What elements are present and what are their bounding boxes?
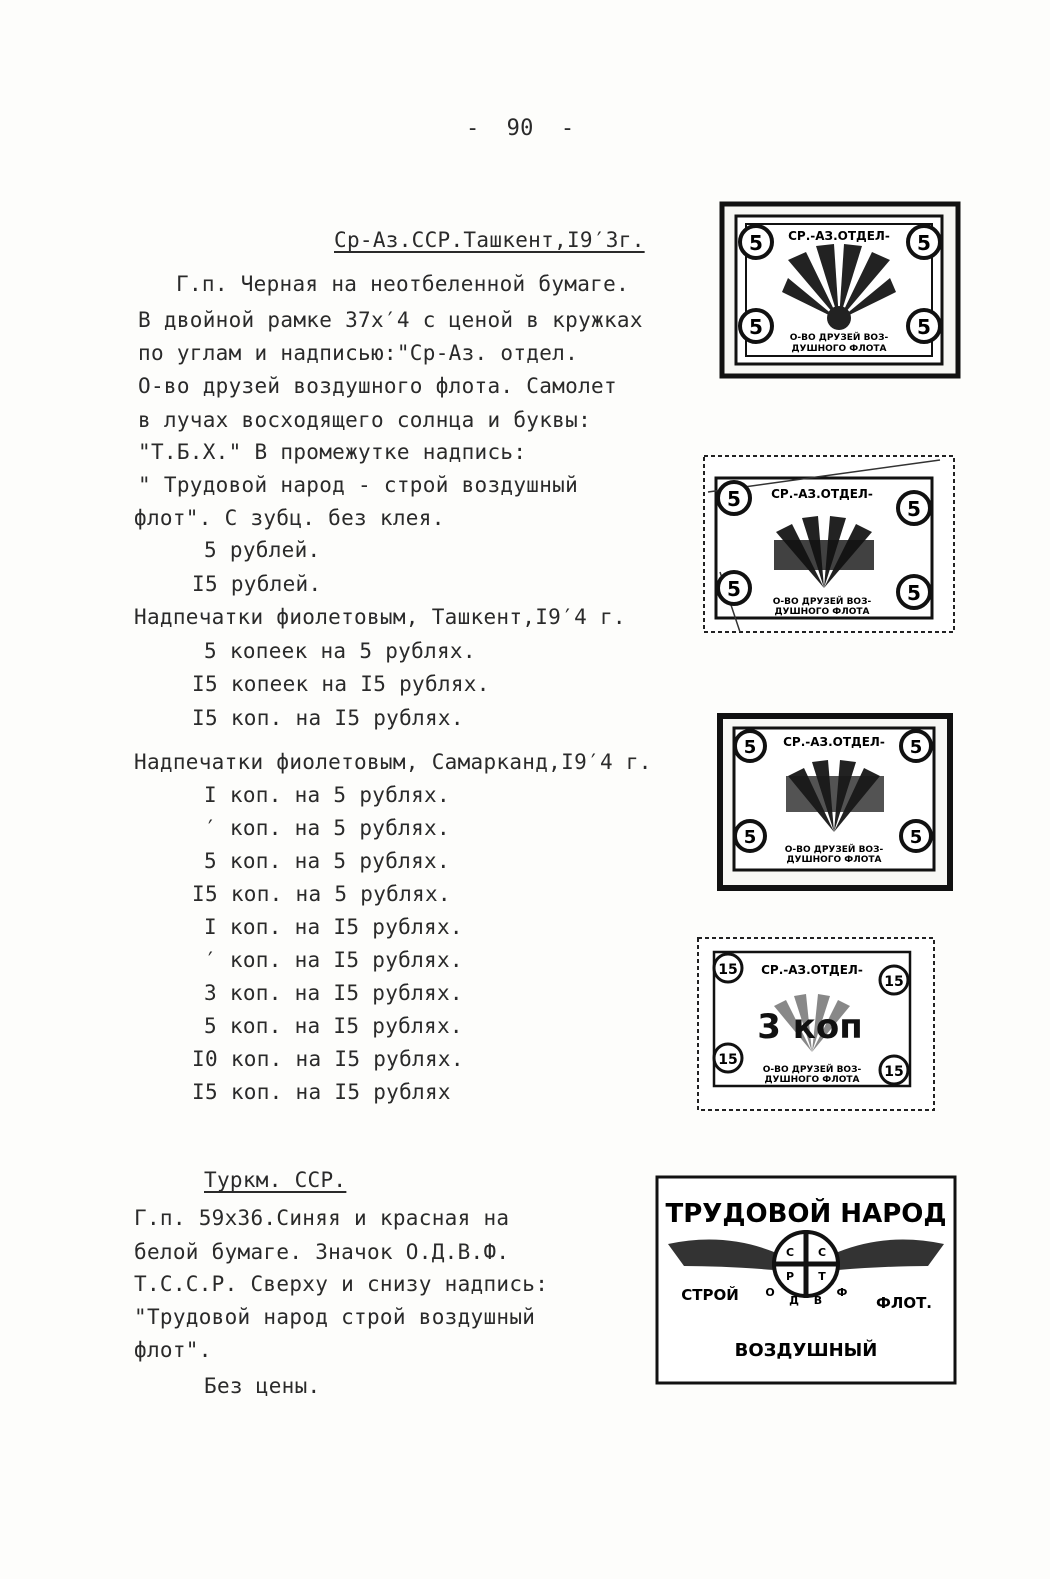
stamp-overprint: 3 коп [757,1007,863,1047]
text-line: 5 копеек на 5 рублях. [204,639,476,663]
text-line: 5 рублей. [204,538,321,562]
emblem-letter: Ф [836,1286,848,1299]
text-line: "Т.Б.Х." В промежутке надпись: [138,440,527,464]
stamp-footer-top: О-ВО ДРУЗЕЙ ВОЗ- [784,845,884,855]
text-line: "Трудовой народ строй воздушный [134,1305,536,1329]
stamp-value-br: 15 [884,1064,904,1080]
text-line: 3 коп. на I5 рублях. [204,981,463,1005]
emblem-letter: С [785,1246,795,1259]
stamp-value-tl: 5 [727,487,741,511]
stamp-value-tl: 5 [749,231,763,255]
text-line: ′ коп. на 5 рублях. [204,816,450,840]
stamp-turkmen-label [654,1174,958,1386]
text-line: В двойной рамке 37х′4 с ценой в кружках [138,308,643,332]
page-number: - 90 - [466,116,575,141]
stamp-value-bl: 5 [727,577,741,601]
stamp-footer-bottom: ДУШНОГО ФЛОТА [764,1075,860,1085]
text-line: I0 коп. на I5 рублях. [192,1047,464,1071]
emblem-letter: Т [818,1270,826,1283]
stamp-value-bl: 5 [749,315,763,339]
stamp-value-bl: 15 [718,1052,738,1068]
stamp-value-br: 5 [907,581,921,605]
emblem-letter: Д [789,1294,799,1307]
label-top: ТРУДОВОЙ НАРОД [665,1199,947,1229]
stamp-value-bl: 5 [743,827,757,848]
stamp-footer-top: О-ВО ДРУЗЕЙ ВОЗ- [789,333,889,343]
stamp-header: СР.-АЗ.ОТДЕЛ- [783,735,885,749]
stamp-value-tr: 5 [909,737,923,758]
stamp-5-rubles [718,200,962,382]
text-line: О-во друзей воздушного флота. Самолет [138,374,617,398]
stamp-footer-bottom: ДУШНОГО ФЛОТА [786,855,882,865]
text-line: 5 коп. на I5 рублях. [204,1014,463,1038]
stamp-footer-bottom: ДУШНОГО ФЛОТА [791,344,887,354]
text-line: Надпечатки фиолетовым, Самарканд,I9′4 г. [134,750,652,774]
stamp-value-br: 5 [909,827,923,848]
text-line: Т.С.С.Р. Сверху и снизу надпись: [134,1272,549,1296]
section-heading: Туркм. ССР. [204,1168,347,1192]
stamp-5-rubles-cancelled [700,452,958,638]
stamp-value-tr: 15 [884,974,904,990]
text-line: I5 коп. на I5 рублях [192,1080,451,1104]
text-line: белой бумаге. Значок О.Д.В.Ф. [134,1240,510,1264]
text-line: Г.п. Черная на неотбеленной бумаге. [176,272,630,296]
text-line: в лучах восходящего солнца и буквы: [138,408,592,432]
emblem-letter: О [765,1286,775,1299]
stamp-value-tl: 5 [743,737,757,758]
text-line: I5 копеек на I5 рублях. [192,672,490,696]
stamp-header: СР.-АЗ.ОТДЕЛ- [788,229,890,243]
text-line: I5 коп. на I5 рублях. [192,706,464,730]
label-right: ФЛОТ. [875,1294,933,1312]
stamp-footer-top: О-ВО ДРУЗЕЙ ВОЗ- [772,597,872,607]
text-line: Г.п. 59х36.Синяя и красная на [134,1206,510,1230]
text-line: ′ коп. на I5 рублях. [204,948,463,972]
text-line: " Трудовой народ - строй воздушный [138,473,579,497]
text-line: Без цены. [204,1374,321,1398]
stamp-value-tr: 5 [917,231,931,255]
label-bottom: ВОЗДУШНЫЙ [734,1340,878,1361]
text-line: I5 рублей. [192,572,322,596]
text-line: флот". [134,1338,212,1362]
stamp-header: СР.-АЗ.ОТДЕЛ- [761,963,863,977]
stamp-value-tl: 15 [718,962,738,978]
emblem-letter: С [817,1246,827,1259]
emblem-letter: Р [785,1270,795,1283]
stamp-5-rubles-overprint [716,712,954,892]
text-line: I коп. на 5 рублях. [204,783,450,807]
stamp-15-rubles-3kop [694,934,938,1114]
text-line: 5 коп. на 5 рублях. [204,849,450,873]
stamp-value-tr: 5 [907,497,921,521]
text-line: флот". С зубц. без клея. [134,506,445,530]
stamp-value-br: 5 [917,315,931,339]
text-line: Надпечатки фиолетовым, Ташкент,I9′4 г. [134,605,626,629]
stamp-header: СР.-АЗ.ОТДЕЛ- [771,487,873,501]
text-line: I5 коп. на 5 рублях. [192,882,451,906]
section-heading: Ср-Аз.ССР.Ташкент,I9′3г. [334,228,645,252]
text-line: по углам и надписью:"Ср-Аз. отдел. [138,341,579,365]
stamp-footer-top: О-ВО ДРУЗЕЙ ВОЗ- [762,1065,862,1075]
text-line: I коп. на I5 рублях. [204,915,463,939]
emblem-letter: В [813,1294,823,1307]
label-left: СТРОЙ [681,1286,739,1304]
stamp-footer-bottom: ДУШНОГО ФЛОТА [774,607,870,617]
